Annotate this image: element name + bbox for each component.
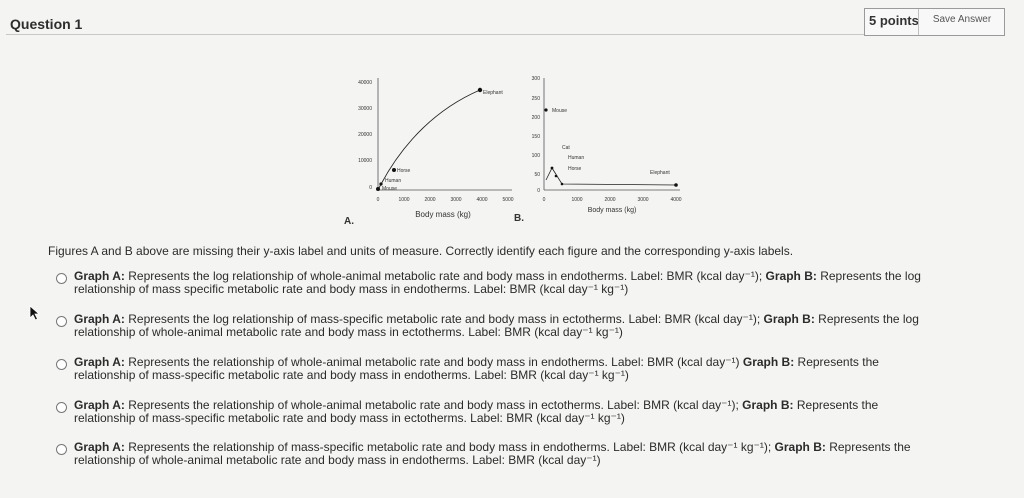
graph-b-panel-label: B. bbox=[514, 213, 524, 224]
question-prompt: Figures A and B above are missing their y-axis label and units of measure. Correctly identify each figure and the corresponding y-axis labels. bbox=[48, 244, 794, 258]
option-text-continued: relationship of whole-animal metabolic rate and body mass in endotherms. Label: BMR (kcal day⁻¹) bbox=[74, 453, 601, 467]
option-text: Graph A: Represents the relationship of whole-animal metabolic rate and body mass in endotherms. Label: BMR (kcal day⁻¹) Graph B: Represents the bbox=[74, 355, 879, 369]
graph-b-point-elephant bbox=[674, 183, 678, 187]
graph-b-label-horse: Horse bbox=[568, 166, 582, 172]
option-text-continued: relationship of mass-specific metabolic rate and body mass in endotherms. Label: BMR (kcal day⁻¹ kg⁻¹) bbox=[74, 368, 629, 382]
graph-a-point-elephant bbox=[478, 88, 482, 92]
option-text: Graph A: Represents the log relationship of mass-specific metabolic rate and body mass in ectotherms. Label: BMR (kcal day⁻¹); Graph B: Represents the log bbox=[74, 312, 919, 326]
graph-a-xtick-0: 0 bbox=[376, 197, 380, 203]
header-divider bbox=[6, 34, 874, 35]
graph-a-xtick-3000: 3000 bbox=[450, 197, 462, 203]
graph-b-xtick-1000: 1000 bbox=[571, 197, 583, 203]
graph-b-point-cat bbox=[551, 167, 554, 170]
graph-b-ytick-300: 300 bbox=[531, 76, 540, 82]
save-answer-button[interactable]: Save Answer bbox=[918, 9, 1005, 35]
graph-a-xtick-5000: 5000 bbox=[502, 197, 514, 203]
points-label: 5 points bbox=[869, 13, 919, 28]
question-title: Question 1 bbox=[10, 16, 83, 32]
graph-b-ytick-200: 200 bbox=[531, 115, 540, 121]
radio-button[interactable] bbox=[56, 273, 67, 284]
graph-a-label-mouse: Mouse bbox=[382, 186, 398, 192]
option-text-continued: relationship of mass specific metabolic rate and body mass in endotherms. Label: BMR (kcal day⁻¹ kg⁻¹) bbox=[74, 282, 629, 296]
graph-a-label-elephant: Elephant bbox=[483, 90, 503, 96]
graph-a-label-horse: Horse bbox=[397, 168, 411, 174]
graph-a-ytick-40000: 40000 bbox=[358, 80, 372, 86]
graph-a-point-horse bbox=[392, 168, 396, 172]
mouse-cursor-icon bbox=[29, 305, 41, 321]
graph-b bbox=[514, 76, 682, 224]
option-text-continued: relationship of mass-specific metabolic rate and body mass in ectotherms. Label: BMR (kcal day⁻¹ kg⁻¹) bbox=[74, 411, 625, 425]
radio-button[interactable] bbox=[56, 444, 67, 455]
option-text: Graph A: Represents the relationship of whole-animal metabolic rate and body mass in ectotherms. Label: BMR (kcal day⁻¹); Graph B: Represents the bbox=[74, 398, 879, 412]
question-figure bbox=[330, 70, 700, 230]
graph-a-xlabel: Body mass (kg) bbox=[415, 210, 471, 219]
graph-a-ytick-10000: 10000 bbox=[358, 158, 372, 164]
graph-b-ytick-150: 150 bbox=[531, 134, 540, 140]
graph-a-ytick-30000: 30000 bbox=[358, 106, 372, 112]
graph-b-xtick-2000: 2000 bbox=[604, 197, 616, 203]
graph-a-xtick-2000: 2000 bbox=[424, 197, 436, 203]
graph-b-label-human: Human bbox=[568, 155, 585, 161]
graph-a bbox=[344, 78, 514, 227]
option-text: Graph A: Represents the relationship of mass-specific metabolic rate and body mass in endotherms. Label: BMR (kcal day⁻¹ kg⁻¹); Graph B: Represents the bbox=[74, 440, 911, 454]
radio-button[interactable] bbox=[56, 359, 67, 370]
graph-a-xtick-4000: 4000 bbox=[476, 197, 488, 203]
option-text-continued: relationship of whole-animal metabolic rate and body mass in ectotherms. Label: BMR (kcal day⁻¹ kg⁻¹) bbox=[74, 325, 623, 339]
graph-a-ytick-20000: 20000 bbox=[358, 132, 372, 138]
graph-a-point-mouse bbox=[376, 187, 380, 191]
graph-a-label-human: Human bbox=[385, 178, 402, 184]
graph-b-point-horse bbox=[561, 183, 564, 186]
graph-b-point-mouse bbox=[544, 108, 547, 111]
graph-b-xtick-0: 0 bbox=[542, 197, 546, 203]
graph-a-panel-label: A. bbox=[344, 216, 354, 227]
graph-b-ytick-250: 250 bbox=[531, 96, 540, 102]
question-header bbox=[0, 0, 1024, 40]
graph-b-ytick-100: 100 bbox=[531, 153, 540, 159]
graph-b-ytick-0: 0 bbox=[537, 188, 540, 194]
graph-b-label-cat: Cat bbox=[562, 145, 570, 151]
graph-b-xtick-4000: 4000 bbox=[670, 197, 682, 203]
graph-a-xtick-1000: 1000 bbox=[398, 197, 410, 203]
graph-b-point-human bbox=[555, 175, 558, 178]
graph-b-ytick-50: 50 bbox=[534, 172, 540, 178]
graph-b-label-elephant: Elephant bbox=[650, 170, 670, 176]
points-box bbox=[864, 8, 1005, 36]
radio-button[interactable] bbox=[56, 316, 67, 327]
graph-a-curve bbox=[378, 90, 480, 190]
graph-b-label-mouse: Mouse bbox=[552, 108, 568, 114]
graph-a-ytick-0: 0 bbox=[369, 185, 372, 191]
graph-b-xlabel: Body mass (kg) bbox=[587, 207, 637, 214]
figure-graphs bbox=[330, 70, 700, 230]
radio-button[interactable] bbox=[56, 402, 67, 413]
option-text: Graph A: Represents the log relationship of whole-animal metabolic rate and body mass in endotherms. Label: BMR (kcal day⁻¹); Graph B: Represents the log bbox=[74, 269, 921, 283]
graph-b-xtick-3000: 3000 bbox=[637, 197, 649, 203]
